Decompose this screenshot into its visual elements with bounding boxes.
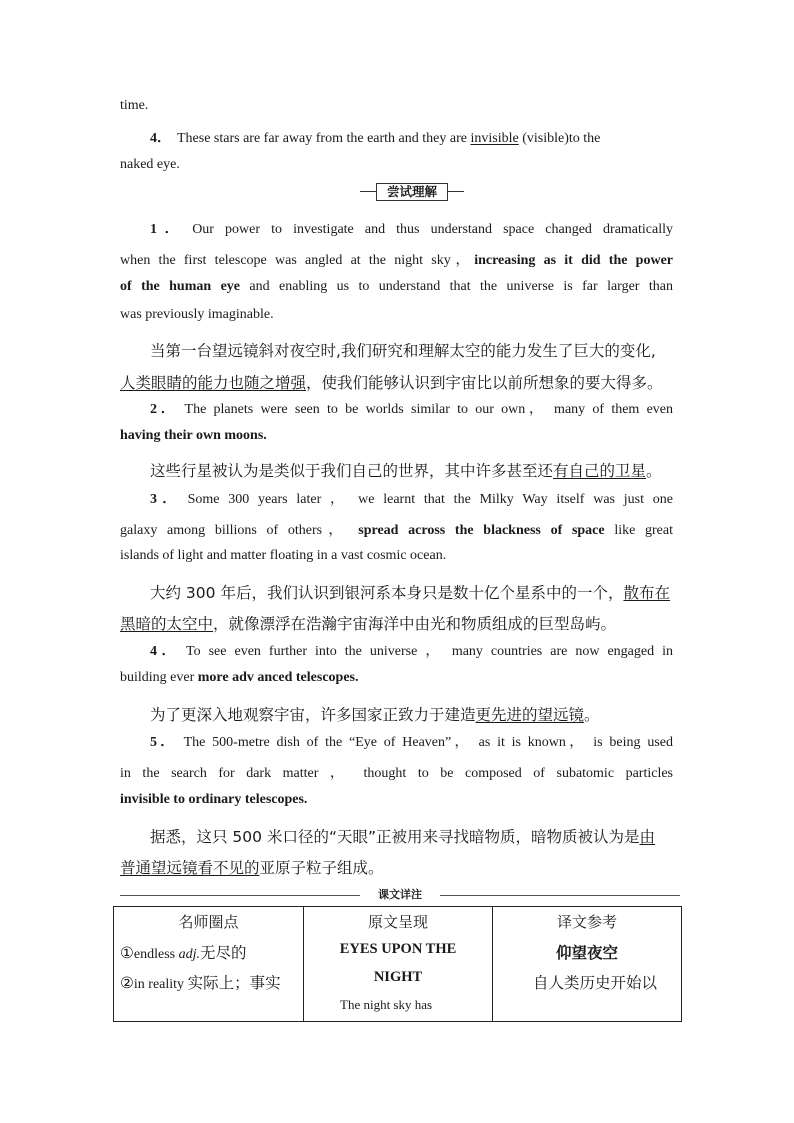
note-item-1: ①endless adj.无尽的: [120, 944, 247, 962]
vocab-item-4-cont: naked eye.: [120, 157, 180, 172]
sentence-5-en-line: in the search for dark matter ， thought to be composed of subatomic particles: [120, 766, 673, 781]
sentence-number: 4．: [150, 644, 181, 659]
section-divider: [120, 889, 680, 901]
sentence-4-en-line: 4． To see even further into the universe ， many countries are now engaged in: [150, 644, 674, 659]
translation-title: 仰望夜空: [555, 944, 618, 962]
notes-column-2: [304, 907, 493, 1022]
translation-text: 自人类历史开始以: [533, 974, 658, 992]
sentence-3-zh-line: 大约 300 年后，我们认识到银河系本身只是数十亿个星系中的一个，散布在: [150, 584, 670, 602]
sentence-number: 3．: [150, 492, 182, 507]
banner-label: 尝试理解: [376, 183, 448, 201]
note-item-2: ②in reality 实际上；事实: [120, 974, 281, 992]
column-header: 译文参考: [556, 913, 617, 931]
sentence-1-zh-line: 人类眼睛的能力也随之增强，使我们能够认识到宇宙比以前所想象的要大得多。: [120, 374, 663, 392]
sentence-number: 5．: [150, 735, 178, 750]
sentence-2-en-line: having their own moons.: [120, 428, 267, 443]
sentence-1-en-line: was previously imaginable.: [120, 307, 274, 322]
item-number: 4．: [150, 131, 171, 146]
original-title-1: EYES UPON THE: [339, 941, 457, 957]
sentence-5-zh-line: 普通望远镜看不见的亚原子粒子组成。: [120, 859, 384, 877]
notes-table: [113, 906, 682, 1022]
sentence-1-en-line: of the human eye and enabling us to understand that the universe is far larger than: [120, 279, 673, 294]
sentence-1-en-line: when the first telescope was angled at the night sky，increasing as it did the power: [120, 253, 674, 268]
sentence-2-zh-line: 这些行星被认为是类似于我们自己的世界，其中许多甚至还有自己的卫星。: [150, 462, 662, 480]
vocab-item-4: 4． These stars are far away from the earth and they are invisible (visible)to the: [150, 131, 601, 146]
sentence-3-zh-line: 黑暗的太空中，就像漂浮在浩瀚宇宙海洋中由光和物质组成的巨型岛屿。: [120, 615, 617, 633]
sentence-3-en-line: galaxy among billions of others， spread across the blackness of space like great: [120, 523, 673, 538]
sentence-3-en-line: 3． Some 300 years later ， we learnt that the Milky Way itself was just one: [150, 492, 674, 507]
sentence-1-zh-line: 当第一台望远镜斜对夜空时,我们研究和理解太空的能力发生了巨大的变化,: [150, 342, 656, 360]
original-title-2: NIGHT: [373, 969, 423, 985]
sentence-4-en-line: building ever more adv anced telescopes.: [120, 670, 359, 685]
column-header: 原文呈现: [367, 913, 428, 931]
sentence-3-en-line: islands of light and matter floating in a vast cosmic ocean.: [120, 548, 447, 563]
notes-column-3: [493, 907, 682, 1022]
column-header: 名师圈点: [178, 913, 239, 931]
sentence-number: 1．: [150, 222, 187, 237]
original-text: The night sky has: [340, 997, 433, 1012]
section-label: 课文详注: [360, 889, 440, 901]
sentence-5-en-line: 5． The 500-metre dish of the “Eye of Heaven”， as it is known， is being used: [150, 735, 673, 750]
sentence-5-en-line: invisible to ordinary telescopes.: [120, 792, 308, 807]
sentence-2-en-line: 2． The planets were seen to be worlds similar to our own， many of them even: [150, 402, 673, 417]
sentence-5-zh-line: 据悉，这只 500 米口径的“天眼”正被用来寻找暗物质，暗物质被认为是由: [150, 828, 656, 846]
notes-column-1: [114, 907, 304, 1022]
sentence-number: 2．: [150, 402, 179, 417]
sentence-4-zh-line: 为了更深入地观察宇宙，许多国家正致力于建造更先进的望远镜。: [150, 706, 600, 724]
vocab-line-0: time.: [120, 98, 149, 113]
vocab-answer: invisible: [470, 131, 519, 146]
section-banner: [360, 183, 464, 201]
sentence-1-en-line: 1． Our power to investigate and thus understand space changed dramatically: [150, 222, 673, 237]
